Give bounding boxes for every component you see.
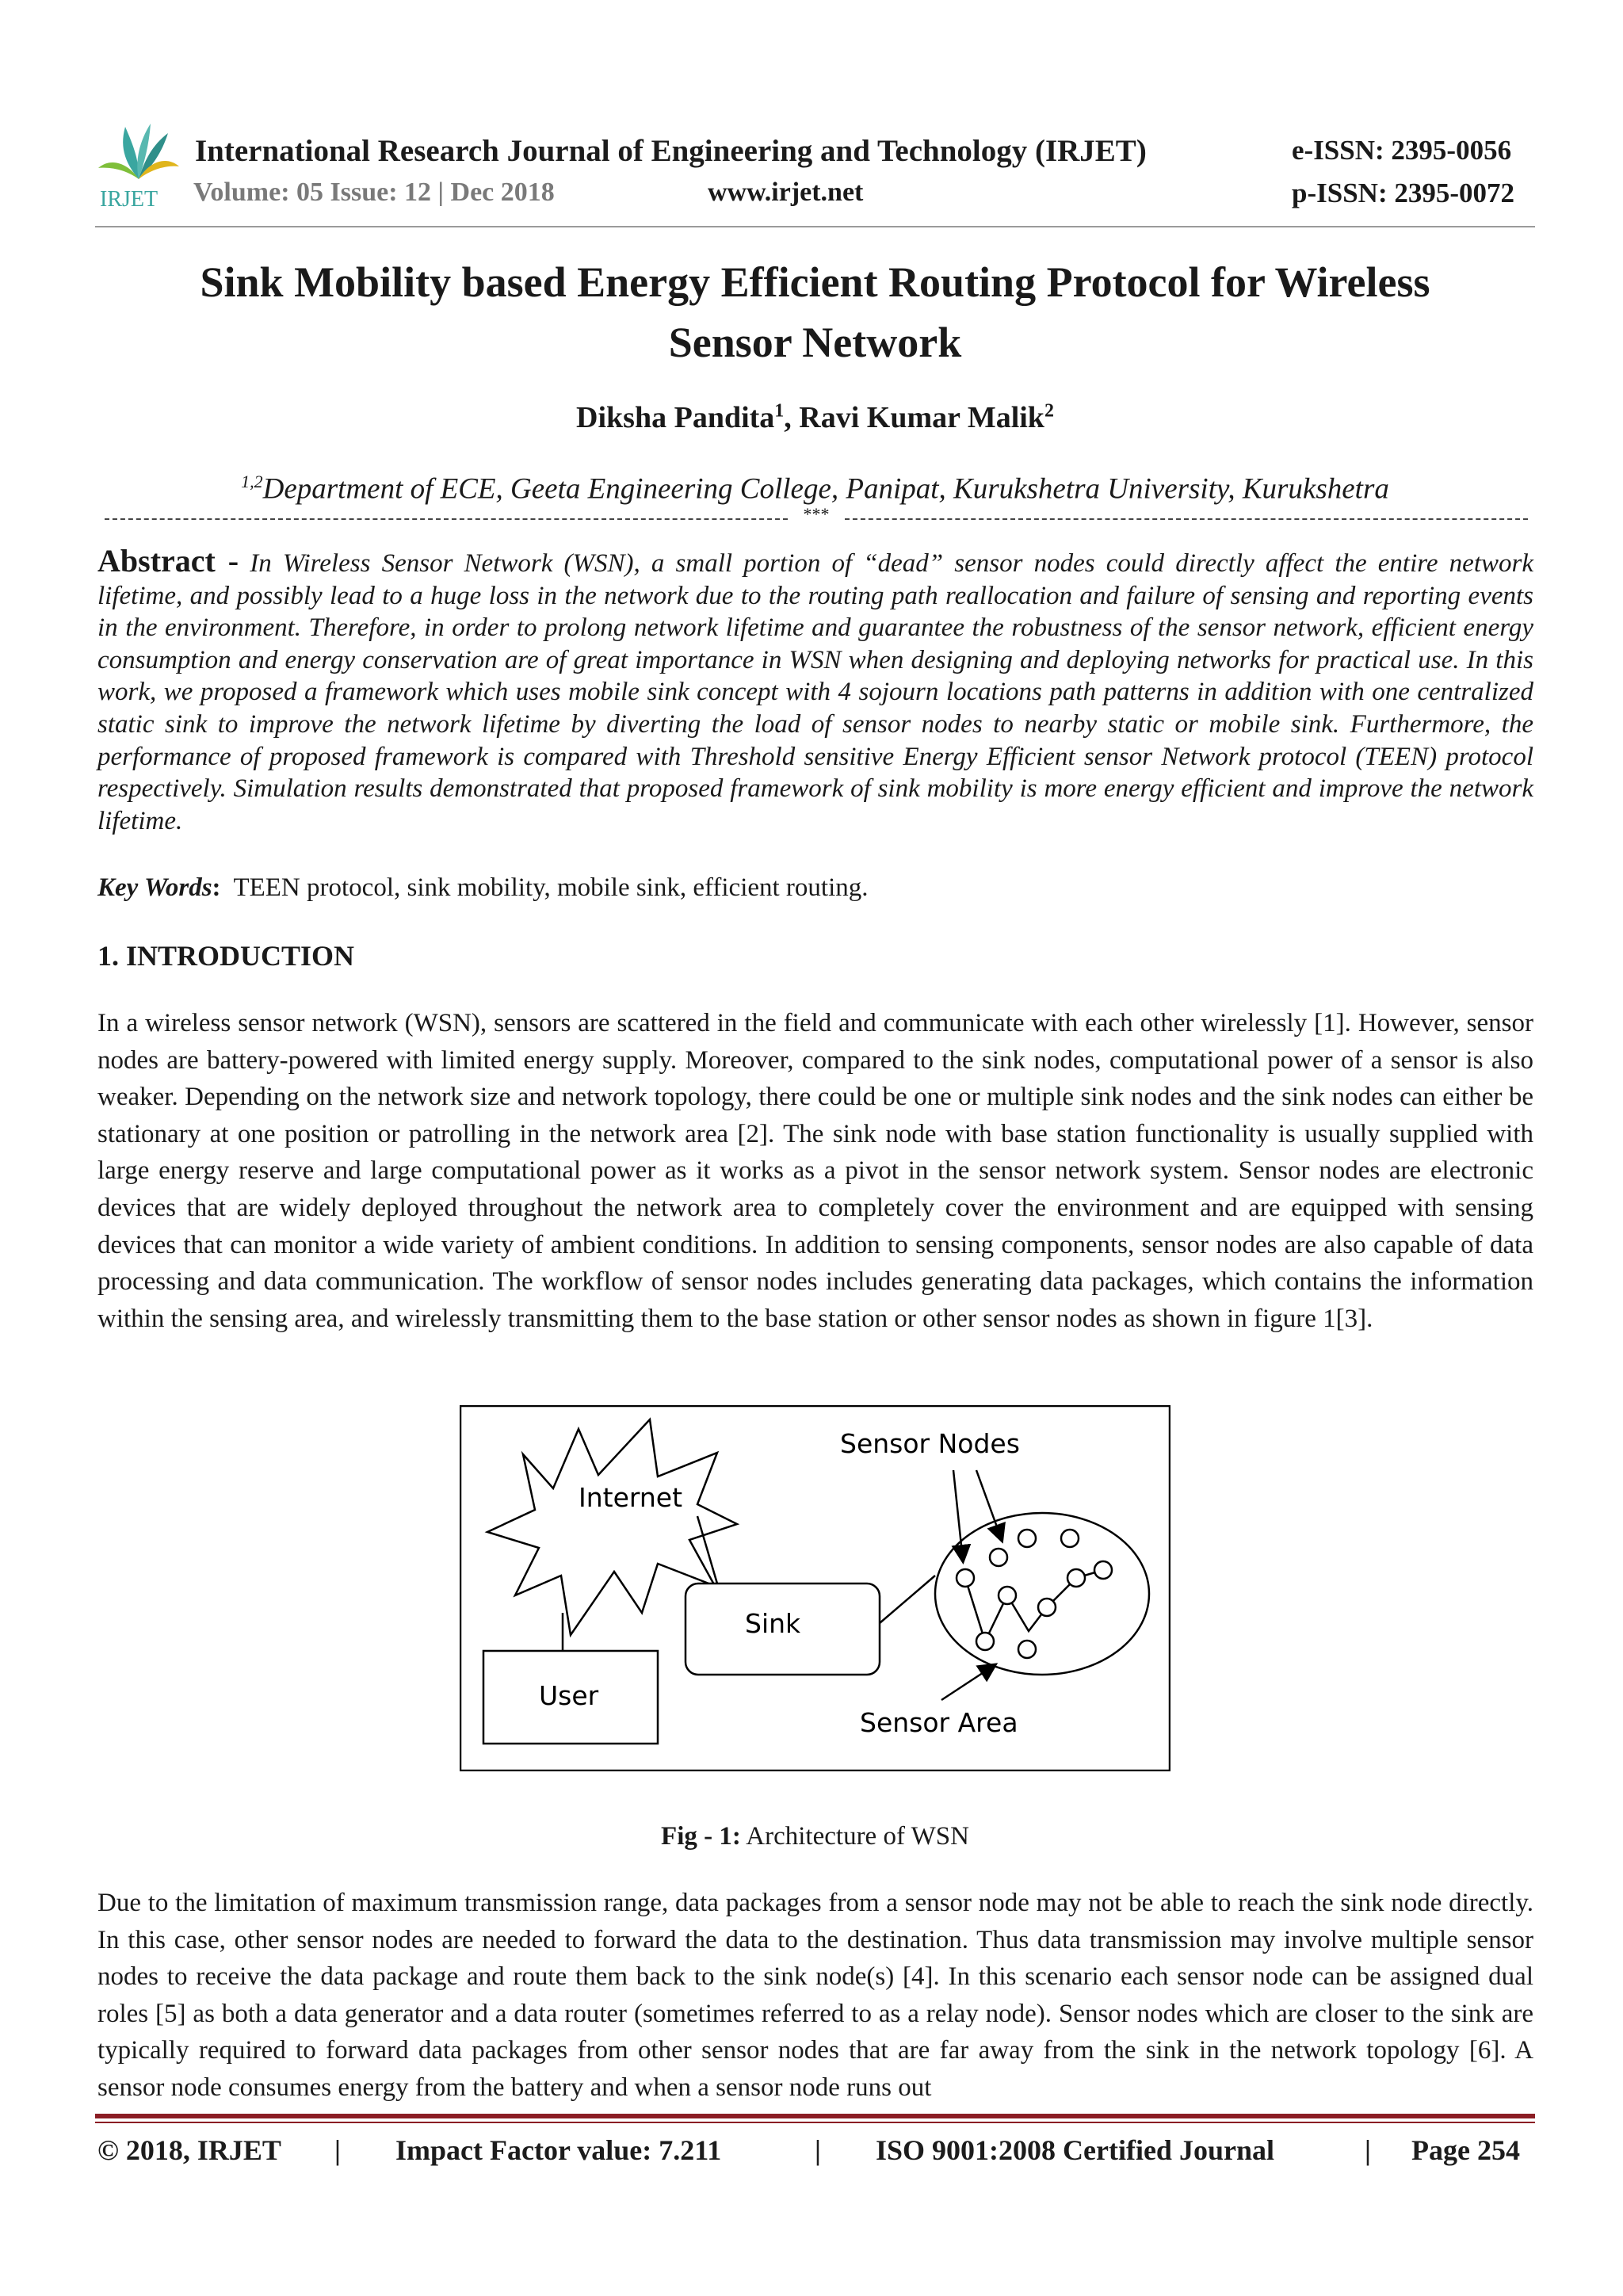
footer-impact-factor: Impact Factor value: 7.211 [395, 2134, 722, 2166]
paragraph-intro-2: Due to the limitation of maximum transmission range, data packages from a sensor node may not be able to reach the sink node directly. In this case, other sensor nodes are needed to forward the data to the destination. Thus data transmission may involve multiple sensor nodes to receive the data package and route them back to the sink node(s) [4]. In this scenario each sensor node can be assigned dual roles [5] as both a data generator and a data router (sometimes referred to as a relay node). Sensor nodes which are closer to the sink are typically required to forward data packages from other sensor nodes that are far away from the sink in the network topology [6]. A sensor node consumes energy from the battery and when a sensor node runs out [97, 1889, 1533, 2102]
title-line-2: Sensor Network [668, 319, 962, 366]
footer-rule-thin [95, 2122, 1535, 2123]
abstract-label: Abstract - [97, 543, 239, 579]
paper-title [95, 252, 1535, 372]
footer-page-number: Page 254 [1411, 2134, 1520, 2166]
journal-website: www.irjet.net [708, 178, 864, 207]
wsn-diagram [460, 1405, 1170, 1771]
affiliation-sup: 1,2 [241, 472, 263, 491]
abstract [97, 545, 1533, 837]
title-line-1: Sink Mobility based Energy Efficient Routing Protocol for Wireless [200, 258, 1430, 306]
footer-sep-1: | [334, 2134, 341, 2166]
figure-caption-text: Architecture of WSN [746, 1822, 969, 1851]
footer-copyright: © 2018, IRJET [97, 2134, 281, 2166]
section-separator [95, 504, 1535, 526]
sink-label: Sink [745, 1608, 801, 1639]
footer-iso: ISO 9001:2008 Certified Journal [876, 2134, 1274, 2166]
section-heading-introduction: 1. INTRODUCTION [97, 940, 355, 972]
separator-stars: *** [803, 504, 830, 524]
sensor-nodes-label: Sensor Nodes [840, 1428, 1020, 1459]
footer-rule-thick [95, 2114, 1535, 2118]
keywords-colon: : [212, 873, 221, 902]
separator-dash-left [105, 518, 788, 520]
author-2-sup: 2 [1044, 400, 1054, 422]
sensor-node [957, 1569, 974, 1587]
figure-caption-label: Fig - 1: [661, 1822, 741, 1851]
journal-name: International Research Journal of Engineering and Technology (IRJET) [195, 134, 1147, 168]
footer-sep-2: | [815, 2134, 821, 2166]
separator-dash-right [845, 518, 1528, 520]
sensor-node [1061, 1530, 1079, 1547]
sensor-node [1018, 1530, 1036, 1547]
authors [95, 400, 1535, 435]
footer-sep-3: | [1365, 2134, 1371, 2166]
author-separator: , [784, 401, 800, 434]
internet-label: Internet [579, 1482, 683, 1513]
p-issn: p-ISSN: 2395-0072 [1292, 178, 1515, 208]
figure-wsn-architecture [460, 1405, 1170, 1771]
sensor-node [990, 1549, 1007, 1566]
journal-logo [95, 117, 182, 212]
author-2: Ravi Kumar Malik [799, 401, 1044, 434]
paragraph-intro-1: In a wireless sensor network (WSN), sensors are scattered in the field and communicate with each other wirelessly [1]. However, sensor nodes are battery-powered with limited energy supply. Moreover, compared to the sink nodes, computational power of a sensor is also weaker. Depending on the network size and network topology, there could be one or multiple sink nodes and the sink nodes can either be stationary at one position or patrolling in the network area [2]. The sink node with base station functionality is usually supplied with large energy reserve and large computational power as it works as a pivot in the sensor network system. Sensor nodes are electronic devices that are widely deployed throughout the network area to completely cover the environment and are equipped with sensing devices that can monitor a wide variety of ambient conditions. In addition to sensing components, sensor nodes are also capable of data processing and data communication. The workflow of sensor nodes includes generating data packages, which contains the information within the sensing area, and wirelessly transmitting them to the base station or other sensor nodes as shown in figure 1[3]. [97, 1009, 1533, 1333]
volume-issue: Volume: 05 Issue: 12 | Dec 2018 [193, 178, 555, 207]
author-1: Diksha Pandita [576, 401, 775, 434]
affiliation-text: Department of ECE, Geeta Engineering College, Panipat, Kurukshetra University, Kurukshetra [262, 472, 1389, 506]
abstract-text: In Wireless Sensor Network (WSN), a small portion of “dead” sensor nodes could directly affect the entire network lifetime, and possibly lead to a huge loss in the network due to the routing path reallocation and failure of sensing and reporting events in the environment. Therefore, in order to prolong network lifetime and guarantee the robustness of the sensor network, efficient energy consumption and energy conservation are of great importance in WSN when designing and deploying networks for practical use. In this work, we proposed a framework which uses mobile sink concept with 4 sojourn locations path patterns in addition with one centralized static sink to improve the network lifetime by diverting the load of sensor nodes to nearby static or mobile sink. Furthermore, the performance of proposed framework is compared with Threshold sensitive Energy Efficient sensor Network protocol (TEEN) protocol respectively. Simulation results demonstrated that proposed framework of sink mobility is more energy efficient and improve the network lifetime. [97, 549, 1533, 835]
affiliation [95, 472, 1535, 506]
sensor-area-ellipse [935, 1513, 1149, 1675]
sensor-node [976, 1633, 994, 1650]
sensor-node [1018, 1641, 1036, 1658]
author-1-sup: 1 [774, 400, 785, 422]
figure-caption [95, 1822, 1535, 1851]
sensor-node [1038, 1599, 1056, 1616]
keywords-text: TEEN protocol, sink mobility, mobile sink, efficient routing. [233, 873, 869, 902]
page-footer [97, 2134, 1520, 2167]
header-divider [95, 226, 1535, 227]
e-issn: e-ISSN: 2395-0056 [1292, 135, 1512, 166]
keywords [97, 873, 1533, 903]
sensor-node [1067, 1569, 1085, 1587]
keywords-label: Key Words [97, 873, 212, 902]
user-label: User [539, 1680, 599, 1711]
sensor-node [999, 1587, 1016, 1604]
sensor-node [1094, 1561, 1112, 1579]
sensor-area-label: Sensor Area [860, 1707, 1018, 1738]
logo-text: IRJET [100, 187, 158, 212]
